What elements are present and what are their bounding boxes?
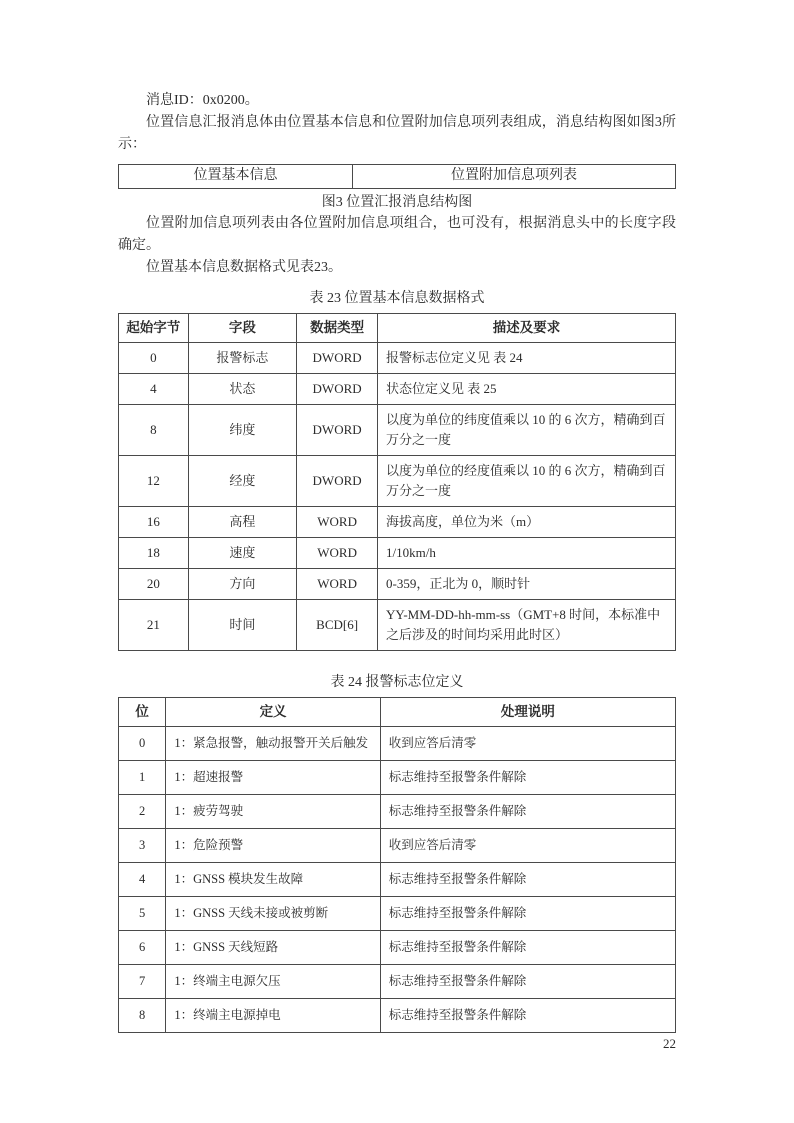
- table-row: [119, 456, 676, 507]
- table-row: [119, 600, 676, 651]
- cell-description: 以度为单位的经度值乘以 10 的 6 次方，精确到百万分之一度: [377, 456, 675, 507]
- table-row: [119, 405, 676, 456]
- cell-definition: 1：紧急报警，触动报警开关后触发: [166, 727, 380, 761]
- cell-field: 速度: [188, 538, 297, 569]
- extra-info-paragraph: 位置附加信息项列表由各位置附加信息项组合，也可没有，根据消息头中的长度字段确定。: [118, 216, 676, 253]
- cell-bit: 5: [119, 897, 166, 931]
- cell-data-type: DWORD: [297, 456, 378, 507]
- table23-caption: 表 23 位置基本信息数据格式: [309, 291, 485, 306]
- table-row: [119, 165, 676, 189]
- document-page: [118, 90, 676, 1033]
- table-row: [119, 507, 676, 538]
- cell-start-byte: 0: [119, 343, 189, 374]
- cell-description: 报警标志位定义见 表 24: [377, 343, 675, 374]
- cell-start-byte: 12: [119, 456, 189, 507]
- cell-definition: 1：GNSS 天线短路: [166, 931, 380, 965]
- table23-header-row: [119, 314, 676, 343]
- cell-bit: 2: [119, 795, 166, 829]
- figure3-caption: 图3 位置汇报消息结构图: [321, 195, 473, 210]
- cell-definition: 1：超速报警: [166, 761, 380, 795]
- cell-handling: 标志维持至报警条件解除: [380, 931, 675, 965]
- cell-definition: 1：GNSS 天线未接或被剪断: [166, 897, 380, 931]
- figure3-cell-basic-info: 位置基本信息: [119, 165, 353, 189]
- table-row: [119, 727, 676, 761]
- cell-field: 报警标志: [188, 343, 297, 374]
- cell-description: 状态位定义见 表 25: [377, 374, 675, 405]
- table-row: [119, 897, 676, 931]
- figure3-cell-extra-info-list: 位置附加信息项列表: [352, 165, 675, 189]
- cell-bit: 7: [119, 965, 166, 999]
- cell-description: 以度为单位的纬度值乘以 10 的 6 次方，精确到百万分之一度: [377, 405, 675, 456]
- cell-handling: 收到应答后清零: [380, 829, 675, 863]
- cell-field: 高程: [188, 507, 297, 538]
- figure3-structure-table: [118, 164, 676, 189]
- page-number: 22: [663, 1036, 676, 1051]
- cell-handling: 标志维持至报警条件解除: [380, 761, 675, 795]
- cell-handling: 标志维持至报警条件解除: [380, 863, 675, 897]
- cell-bit: 4: [119, 863, 166, 897]
- table24-alarm-flag-definition: [118, 697, 676, 1033]
- cell-handling: 标志维持至报警条件解除: [380, 999, 675, 1033]
- cell-definition: 1：终端主电源欠压: [166, 965, 380, 999]
- table24-header-handling: 处理说明: [380, 698, 675, 727]
- cell-handling: 标志维持至报警条件解除: [380, 795, 675, 829]
- table24-header-bit: 位: [119, 698, 166, 727]
- cell-handling: 收到应答后清零: [380, 727, 675, 761]
- table23-header-field: 字段: [188, 314, 297, 343]
- cell-handling: 标志维持至报警条件解除: [380, 897, 675, 931]
- message-id-line: 消息ID：0x0200。: [146, 93, 259, 108]
- see-table23-line: 位置基本信息数据格式见表23。: [146, 260, 342, 275]
- cell-bit: 3: [119, 829, 166, 863]
- cell-bit: 1: [119, 761, 166, 795]
- cell-definition: 1：GNSS 模块发生故障: [166, 863, 380, 897]
- cell-field: 经度: [188, 456, 297, 507]
- cell-description: 海拔高度，单位为米（m）: [377, 507, 675, 538]
- cell-start-byte: 20: [119, 569, 189, 600]
- table23-header-data-type: 数据类型: [297, 314, 378, 343]
- cell-field: 状态: [188, 374, 297, 405]
- table-row: [119, 761, 676, 795]
- table-row: [119, 829, 676, 863]
- cell-start-byte: 21: [119, 600, 189, 651]
- table-row: [119, 863, 676, 897]
- table24-header-definition: 定义: [166, 698, 380, 727]
- cell-bit: 0: [119, 727, 166, 761]
- cell-definition: 1：终端主电源掉电: [166, 999, 380, 1033]
- cell-field: 纬度: [188, 405, 297, 456]
- cell-data-type: BCD[6]: [297, 600, 378, 651]
- cell-description: 1/10km/h: [377, 538, 675, 569]
- table-row: [119, 343, 676, 374]
- cell-start-byte: 8: [119, 405, 189, 456]
- table-row: [119, 538, 676, 569]
- table-row: [119, 999, 676, 1033]
- cell-bit: 8: [119, 999, 166, 1033]
- table23-position-basic-info: [118, 313, 676, 651]
- cell-handling: 标志维持至报警条件解除: [380, 965, 675, 999]
- cell-field: 方向: [188, 569, 297, 600]
- cell-data-type: DWORD: [297, 405, 378, 456]
- cell-definition: 1：危险预警: [166, 829, 380, 863]
- table-row: [119, 795, 676, 829]
- cell-description: YY-MM-DD-hh-mm-ss（GMT+8 时间，本标准中之后涉及的时间均采用此时区）: [377, 600, 675, 651]
- table24-header-row: [119, 698, 676, 727]
- cell-field: 时间: [188, 600, 297, 651]
- cell-definition: 1：疲劳驾驶: [166, 795, 380, 829]
- table23-header-start-byte: 起始字节: [119, 314, 189, 343]
- cell-data-type: WORD: [297, 538, 378, 569]
- table-row: [119, 374, 676, 405]
- cell-data-type: WORD: [297, 507, 378, 538]
- cell-bit: 6: [119, 931, 166, 965]
- table-row: [119, 931, 676, 965]
- table-row: [119, 569, 676, 600]
- cell-start-byte: 18: [119, 538, 189, 569]
- table-row: [119, 965, 676, 999]
- cell-start-byte: 4: [119, 374, 189, 405]
- table24-caption: 表 24 报警标志位定义: [330, 675, 464, 690]
- intro-paragraph: 位置信息汇报消息体由位置基本信息和位置附加信息项列表组成，消息结构图如图3所示：: [118, 115, 676, 152]
- cell-data-type: DWORD: [297, 374, 378, 405]
- cell-data-type: WORD: [297, 569, 378, 600]
- cell-description: 0-359，正北为 0，顺时针: [377, 569, 675, 600]
- table23-header-description: 描述及要求: [377, 314, 675, 343]
- cell-data-type: DWORD: [297, 343, 378, 374]
- cell-start-byte: 16: [119, 507, 189, 538]
